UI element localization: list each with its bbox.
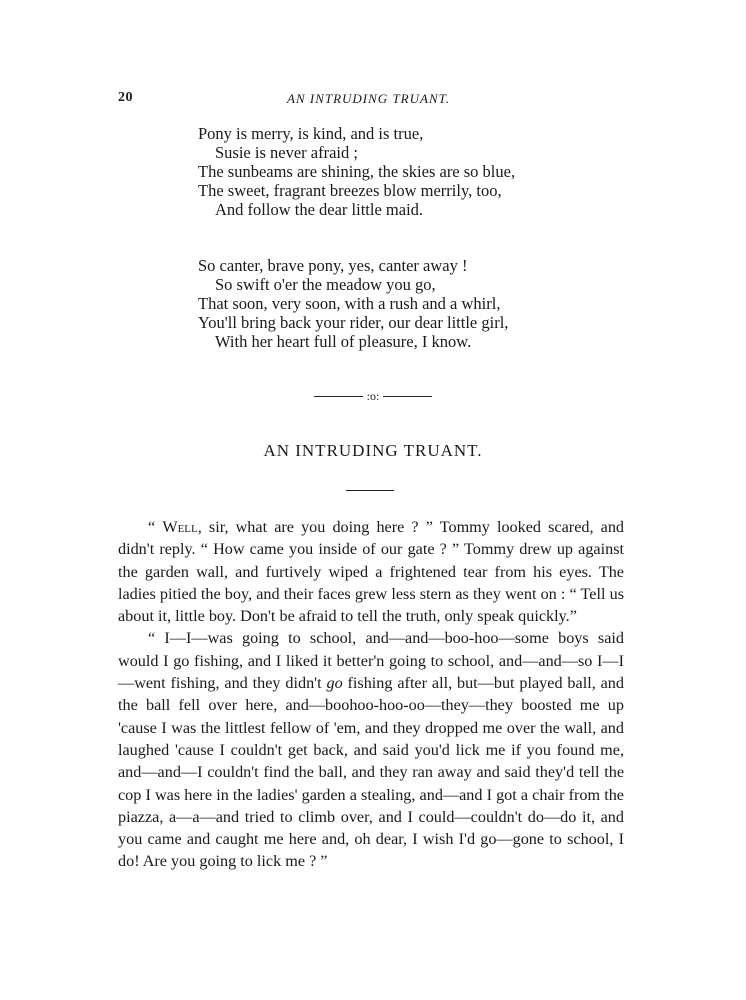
poem-stanza-1 [198, 124, 558, 219]
paragraph [118, 627, 624, 872]
open-quote: “ [148, 518, 163, 536]
poem-stanza-2 [198, 256, 558, 351]
small-caps-lead: Well [162, 518, 198, 536]
title-rule [346, 490, 394, 491]
verse-line: With her heart full of pleasure, I know. [215, 332, 472, 351]
verse-line: The sunbeams are shining, the skies are so blue, [198, 162, 516, 181]
page-number: 20 [118, 90, 133, 105]
verse-line: So swift o'er the meadow you go, [215, 275, 436, 294]
divider-rule-left [314, 396, 363, 397]
section-divider [314, 390, 432, 402]
divider-ornament: :o: [366, 389, 380, 403]
paragraph-text: fishing after all, but—but played ball, and the ball fell over here, and—boohoo-hoo-oo—they—they boosted me up 'cause I was the littlest fellow of 'em, and they dropped me over the wall, and laughed 'cause I couldn't get back, and said you'd lick me if you found me, and—and—I couldn't find the ball, and they ran away and said they'd tell the cop I was here in the ladies' garden a stealing, and—and I got a chair from the piazza, a—a—and tried to climb over, and I could—couldn't do—do it, and you came and caught me here and, oh dear, I wish I'd go—gone to school, I do! Are you going to lick me ? ” [118, 674, 624, 871]
verse-line: So canter, brave pony, yes, canter away ! [198, 256, 468, 275]
divider-rule-right [383, 396, 432, 397]
paragraph [118, 516, 624, 627]
italic-word: go [326, 674, 343, 693]
story-title: AN INTRUDING TRUANT. [263, 441, 483, 460]
verse-line: That soon, very soon, with a rush and a whirl, [198, 294, 501, 313]
verse-line: And follow the dear little maid. [215, 200, 424, 219]
story-body [118, 516, 624, 873]
verse-line: Susie is never afraid ; [215, 143, 358, 162]
paragraph-text: , sir, what are you doing here ? ” Tommy looked scared, and didn't reply. “ How came you inside of our gate ? ” Tommy drew up against the garden wall, and furtively wiped a frightened tear from his eyes. The ladies pitied the boy, and their faces grew less stern as they went on : “ Tell us about it, little boy. Don't be afraid to tell the truth, only speak quickly.” [118, 518, 625, 626]
running-head: AN INTRUDING TRUANT. [287, 91, 451, 106]
verse-line: Pony is merry, is kind, and is true, [198, 124, 424, 143]
paragraph-text: “ I—I—was going to school, and—and—boo-hoo—some boys said would I go fishing, and I liked it better'n going to school, and—and—so I—I—went fishing, and they didn't [118, 629, 624, 693]
verse-line: The sweet, fragrant breezes blow merrily, too, [198, 181, 502, 200]
verse-line: You'll bring back your rider, our dear little girl, [198, 313, 509, 332]
